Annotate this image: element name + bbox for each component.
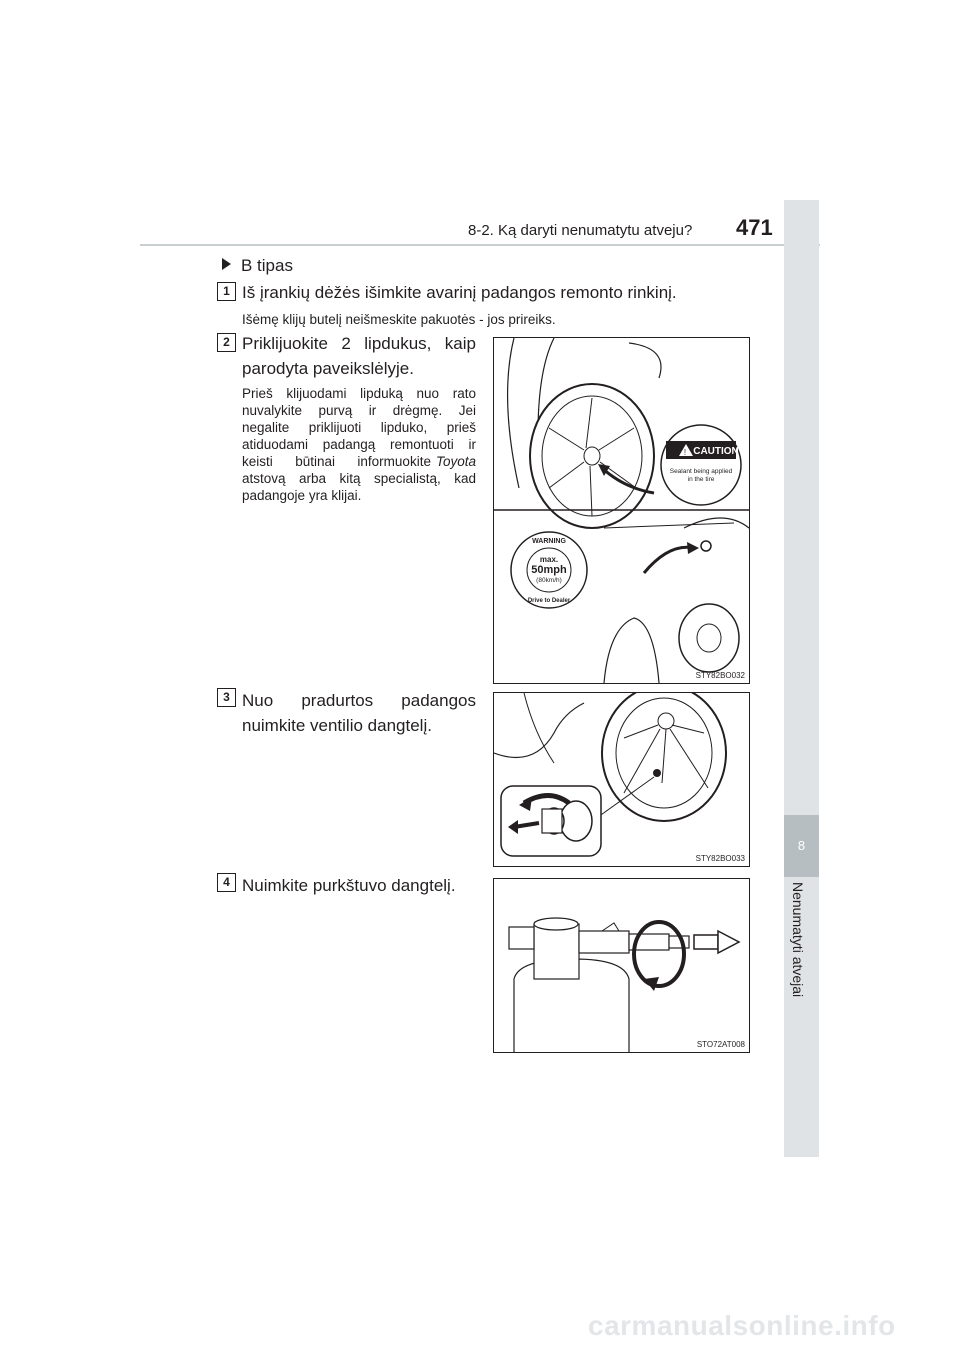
- sticker-placement-illustration: [494, 338, 749, 683]
- note-line: atstovą arba kitą specialistą, kad: [242, 471, 476, 486]
- step-number-1: 1: [217, 282, 236, 301]
- note-line: atiduodami padangą remontuoti ir: [242, 437, 476, 452]
- arrow-right-icon: [222, 258, 231, 270]
- section-title: 8-2. Ką daryti nenumatytu atveju?: [468, 222, 693, 239]
- header-divider: [140, 244, 820, 246]
- step-2-text-line1: Priklijuokite 2 lipdukus, kaip: [242, 334, 476, 353]
- nozzle-cap-illustration: [494, 879, 749, 1052]
- step-4-text: Nuimkite purkštuvo dangtelį.: [242, 876, 456, 895]
- figure-code: STO72AT008: [696, 1040, 745, 1049]
- type-label-row: [222, 256, 293, 276]
- note-line: nuvalykite purvą ir drėgmę. Jei: [242, 403, 476, 418]
- note-line: [242, 453, 476, 470]
- warning-speed-kmh: (80km/h): [536, 577, 562, 584]
- svg-text:!: !: [683, 448, 687, 457]
- type-label: B tipas: [241, 256, 293, 275]
- watermark: carmanualsonline.info: [588, 1310, 896, 1341]
- warning-speed: 50mph: [531, 564, 567, 576]
- caution-title: CAUTION: [693, 446, 739, 457]
- step-3-text-line2: nuimkite ventilio dangtelį.: [242, 716, 432, 735]
- step-number-2: 2: [217, 333, 236, 352]
- step-2-note: [242, 385, 476, 504]
- step-3-text-line1: Nuo pradurtos padangos: [242, 691, 476, 710]
- step-1-note: Išėmę klijų butelį neišmeskite pakuotės - jos prireiks.: [242, 312, 556, 327]
- note-line: negalite priklijuoti lipduko, prieš: [242, 420, 476, 435]
- chapter-label: Nenumatyti atvejai: [790, 882, 806, 998]
- note-line: padangoje yra klijai.: [242, 488, 362, 503]
- step-2-text-line2: parodyta paveikslėlyje.: [242, 359, 414, 378]
- note-line: Prieš klijuodami lipduką nuo rato: [242, 386, 476, 401]
- note-line-part: keisti būtinai informuokite: [242, 454, 431, 469]
- warning-bottom: Drive to Dealer: [527, 598, 571, 604]
- figure-code: STY82BO033: [695, 854, 745, 863]
- side-tab-bar: [784, 200, 819, 1157]
- figure-stickers: [493, 337, 750, 684]
- page-number: 471: [736, 215, 773, 240]
- warning-max: max.: [539, 555, 559, 564]
- brand-name: Toyota: [435, 454, 476, 469]
- step-number-4: 4: [217, 873, 236, 892]
- valve-cap-illustration: [494, 693, 749, 866]
- figure-valve-cap: [493, 692, 750, 867]
- figure-code: STY82BO032: [695, 671, 745, 680]
- figure-nozzle-cap: [493, 878, 750, 1053]
- warning-title: WARNING: [532, 538, 566, 545]
- caution-line-2: in the tire: [687, 476, 715, 483]
- step-number-3: 3: [217, 688, 236, 707]
- step-1-text: Iš įrankių dėžės išimkite avarinį padangos remonto rinkinį.: [242, 283, 677, 302]
- caution-line-1: Sealant being applied: [669, 468, 733, 475]
- chapter-number-tab: 8: [784, 815, 819, 877]
